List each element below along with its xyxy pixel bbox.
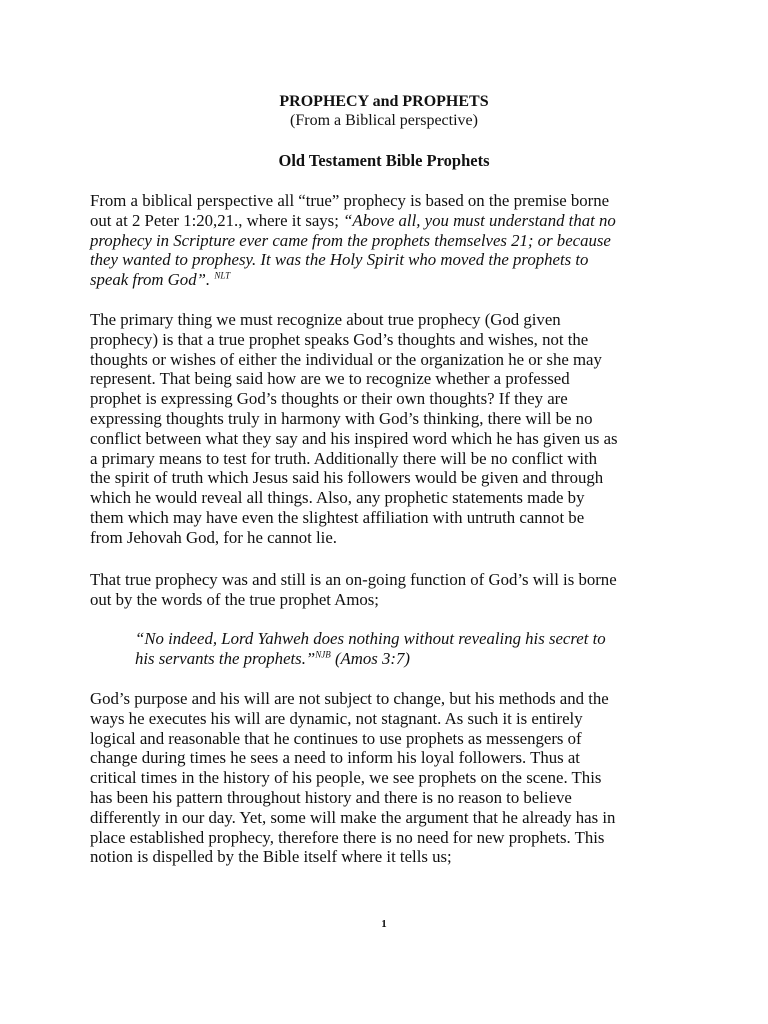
paragraph-intro (90, 191, 710, 290)
text-run: out at 2 Peter 1:20,21., where it says; (90, 210, 344, 230)
text-line: represent. That being said how are we to recognize whether a professed (90, 369, 570, 389)
text-line: notion is dispelled by the Bible itself where it tells us; (90, 847, 452, 867)
block-quote-amos (135, 629, 695, 669)
quote-line: “No indeed, Lord Yahweh does nothing without revealing his secret to (135, 629, 606, 648)
text-line: out by the words of the true prophet Amos; (90, 589, 379, 609)
text-line: ways he executes his will are dynamic, not stagnant. As such it is entirely (90, 708, 583, 728)
text-line: the spirit of truth which Jesus said his followers would be given and through (90, 468, 604, 488)
text-line: them which may have even the slightest affiliation with untruth cannot be (90, 507, 585, 527)
text-line: prophecy) is that a true prophet speaks God’s thoughts and wishes, not the (90, 329, 589, 349)
quote-text: his servants the prophets.” (135, 648, 316, 668)
text-line: change during times he sees a need to inform his loyal followers. Thus at (90, 748, 580, 768)
translation-source: NJB (315, 649, 331, 660)
text-line (90, 211, 710, 231)
text-line: from Jehovah God, for he cannot lie. (90, 527, 337, 547)
text-line: critical times in the history of his people, we see prophets on the scene. This (90, 768, 602, 788)
text-line: From a biblical perspective all “true” prophecy is based on the premise borne (90, 191, 610, 210)
document-subtitle: (From a Biblical perspective) (290, 112, 478, 129)
scripture-reference: (Amos 3:7) (330, 648, 410, 668)
text-line (90, 270, 710, 290)
scripture-quote: “Above all, you must understand that no (343, 210, 616, 230)
quote-line (135, 649, 695, 669)
scripture-quote: speak from God”. (90, 270, 211, 290)
text-line: has been his pattern throughout history and there is no reason to believe (90, 787, 572, 807)
text-line: conflict between what they say and his inspired word which he has given us as (90, 428, 618, 448)
paragraph-gods-purpose (90, 689, 710, 867)
text-line: The primary thing we must recognize about true prophecy (God given (90, 310, 561, 329)
text-line: prophet is expressing God’s thoughts or their own thoughts? If they are (90, 389, 568, 409)
text-line: a primary means to test for truth. Additionally there will be no conflict with (90, 448, 598, 468)
text-line: place established prophecy, therefore there is no need for new prophets. This (90, 827, 605, 847)
text-line: logical and reasonable that he continues to use prophets as messengers of (90, 728, 582, 748)
page-number: 1 (381, 918, 387, 930)
text-line: expressing thoughts truly in harmony with God’s thinking, there will be no (90, 408, 593, 428)
text-line: thoughts or wishes of either the individual or the organization he or she may (90, 349, 602, 369)
text-line: differently in our day. Yet, some will make the argument that he already has in (90, 807, 616, 827)
text-line: God’s purpose and his will are not subject to change, but his methods and the (90, 689, 609, 708)
translation-source: NLT (214, 270, 231, 281)
paragraph-amos-intro (90, 570, 710, 610)
paragraph-true-prophecy (90, 310, 710, 548)
text-line: That true prophecy was and still is an on-going function of God’s will is borne (90, 570, 617, 589)
section-heading: Old Testament Bible Prophets (278, 151, 490, 170)
text-line: which he would reveal all things. Also, any prophetic statements made by (90, 488, 585, 508)
document-title: PROPHECY and PROPHETS (279, 93, 489, 110)
scripture-quote: prophecy in Scripture ever came from the prophets themselves 21; or because (90, 230, 611, 250)
scripture-quote: they wanted to prophesy. It was the Holy Spirit who moved the prophets to (90, 250, 589, 270)
